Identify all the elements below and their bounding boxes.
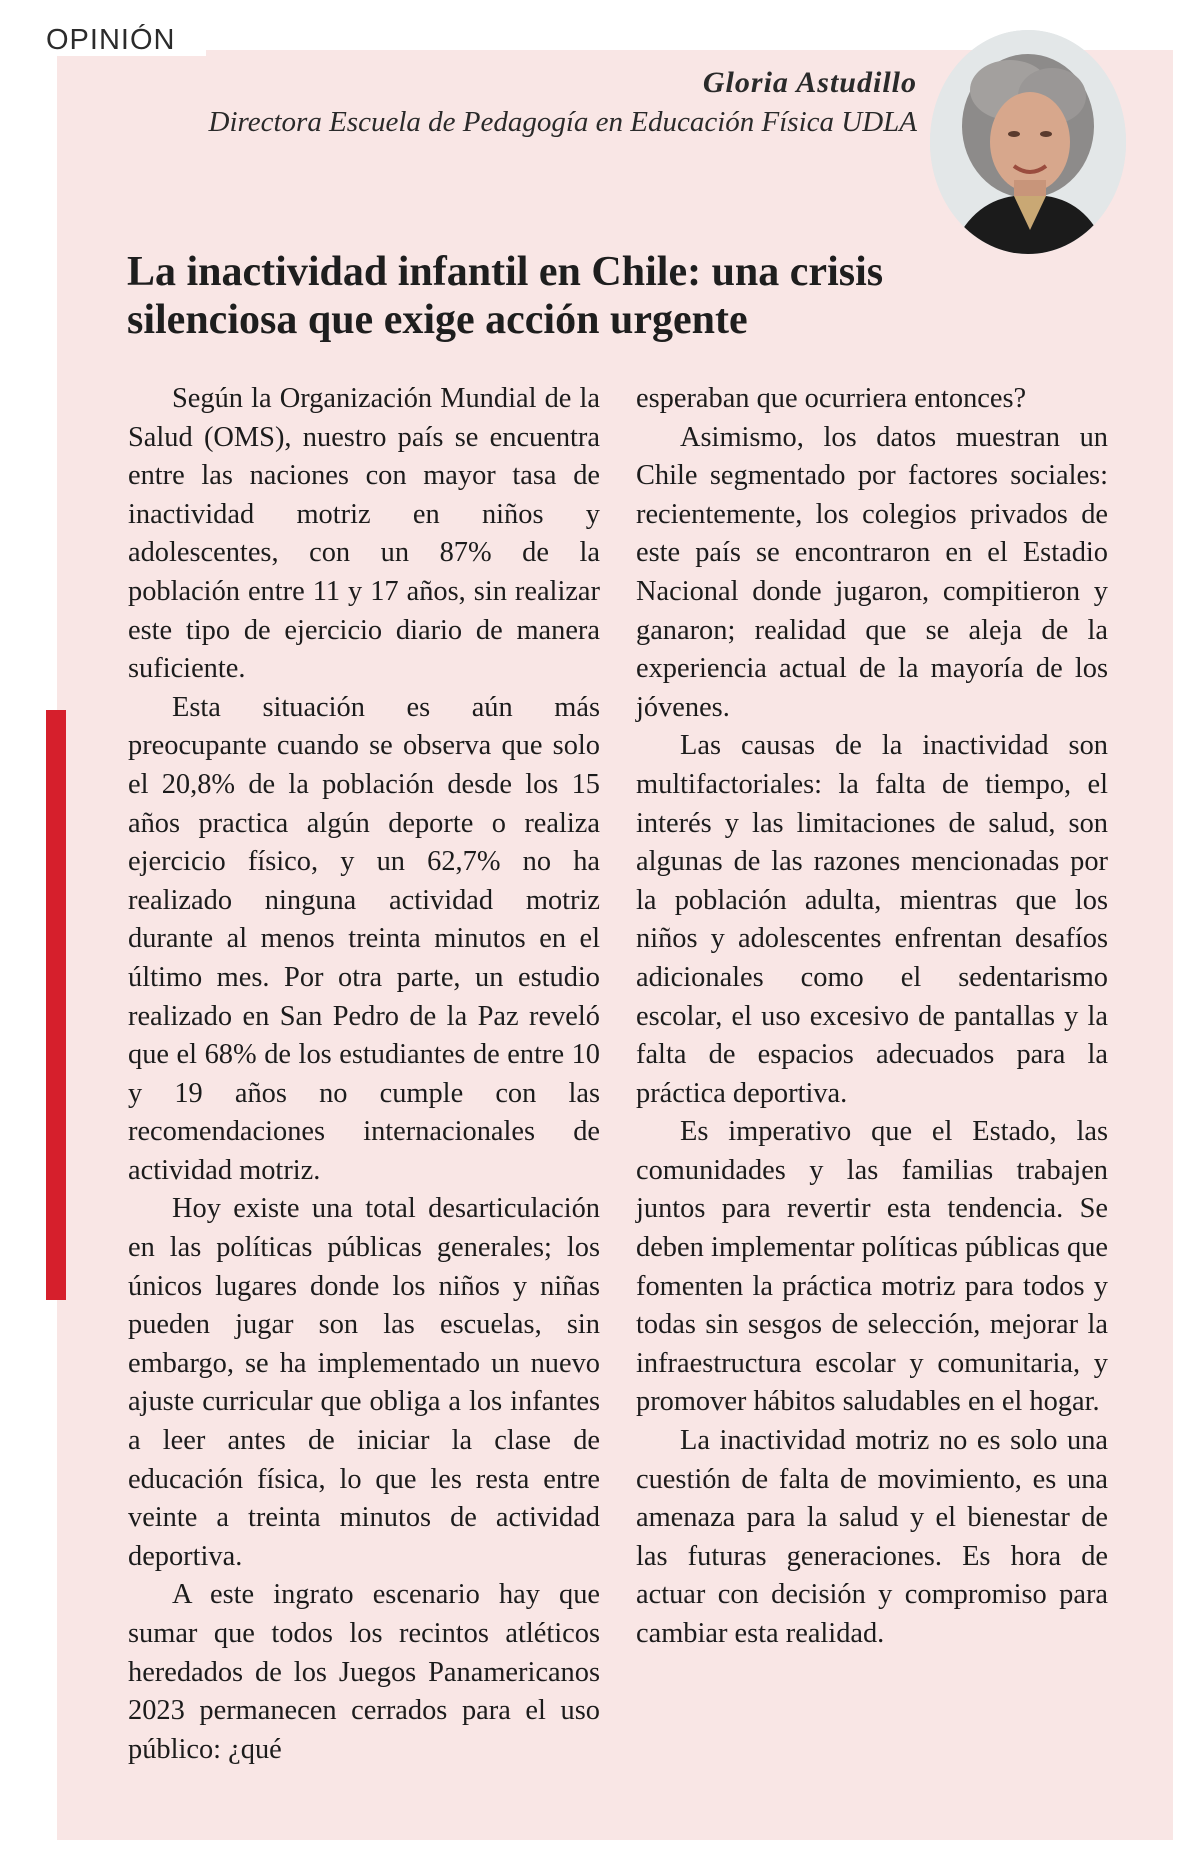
author-role: Directora Escuela de Pedagogía en Educación Física UDLA — [208, 106, 917, 138]
body-paragraph: A este ingrato escenario hay que sumar que todos los recintos atléticos heredados de los Juegos Panamericanos 2023 permanecen cerrados para el uso público: ¿qué — [128, 1579, 600, 1765]
body-paragraph-continuation: esperaban que ocurriera entonces? — [636, 383, 1027, 414]
article-column-left — [128, 380, 600, 1769]
author-portrait-icon — [930, 30, 1126, 254]
body-paragraph: Asimismo, los datos muestran un Chile segmentado por factores sociales: recientemente, los colegios privados de este país se encontraron en el Estadio Nacional donde jugaron, compitieron y ganaron; realidad que se aleja de la experiencia actual de la mayoría de los jóvenes. — [636, 421, 1108, 723]
body-paragraph: Es imperativo que el Estado, las comunidades y las familias trabajen juntos para revertir esta tendencia. Se deben implementar políticas públicas que fomenten la práctica motriz para todos y todas sin sesgos de selección, mejorar la infraestructura escolar y comunitaria, y promover hábitos saludables en el hogar. — [636, 1116, 1108, 1418]
body-paragraph: Según la Organización Mundial de la Salud (OMS), nuestro país se encuentra entre las naciones con mayor tasa de inactividad motriz en niños y adolescentes, con un 87% de la población entre 11 y 17 años, sin realizar este tipo de ejercicio diario de manera suficiente. — [128, 383, 600, 685]
section-label: OPINIÓN — [46, 24, 176, 56]
article-headline: La inactividad infantil en Chile: una crisis silenciosa que exige acción urgente — [127, 249, 884, 343]
body-paragraph: Esta situación es aún más preocupante cuando se observa que solo el 20,8% de la población desde los 15 años practica algún deporte o realiza ejercicio físico, y un 62,7% no ha realizado ninguna actividad motriz durante al menos treinta minutos en el último mes. Por otra parte, un estudio realizado en San Pedro de la Paz reveló que el 68% de los estudiantes de entre 10 y 19 años no cumple con las recomendaciones internacionales de actividad motriz. — [128, 691, 600, 1186]
author-name: Gloria Astudillo — [702, 66, 917, 99]
body-paragraph: La inactividad motriz no es solo una cuestión de falta de movimiento, es una amenaza para la salud y el bienestar de las futuras generaciones. Es hora de actuar con decisión y compromiso para cambiar esta realidad. — [636, 1425, 1108, 1649]
body-paragraph: Hoy existe una total desarticulación en las políticas públicas generales; los únicos lugares donde los niños y niñas pueden jugar son las escuelas, sin embargo, se ha implementado un nuevo ajuste curricular que obliga a los infantes a leer antes de iniciar la clase de educación física, lo que les resta entre veinte a treinta minutos de actividad deportiva. — [128, 1193, 600, 1572]
accent-bar — [46, 710, 66, 1300]
article-column-right — [636, 380, 1108, 1654]
body-paragraph: Las causas de la inactividad son multifactoriales: la falta de tiempo, el interés y las limitaciones de salud, son algunas de las razones mencionadas por la población adulta, mientras que los niños y adolescentes enfrentan desafíos adicionales como el sedentarismo escolar, el uso excesivo de pantallas y la falta de espacios adecuados para la práctica deportiva. — [636, 730, 1108, 1109]
